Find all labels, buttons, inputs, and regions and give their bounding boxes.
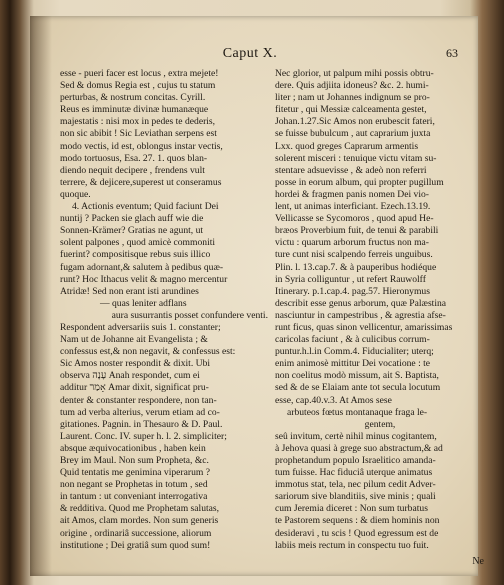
text-line: gitationes. Pagnin. in Thesauro & D. Paul.	[60, 418, 223, 430]
text-line: confessus est,& non negavit, & confessus est:	[60, 346, 236, 358]
text-line: Vellicasse se Sycomoros , quod apud He-	[275, 213, 434, 225]
text-line: dere. Quis adjiita idoneus? &c. 2. humi-	[275, 80, 429, 92]
text-line: runt ficus, quas sinon vellicentur, amarissimas	[275, 321, 453, 333]
text-line: caricolas faciunt , & à culicibus corrum-	[275, 334, 430, 346]
text-line: ait Amos, clam mordes. Non sum generis	[60, 515, 219, 527]
text-line: Sic Amos noster respondit & dixit. Ubi	[60, 358, 211, 370]
text-line: institutione ; Dei gratiâ sum quod sum!	[60, 539, 211, 551]
text-line: nasciuntur in campestribus , & agrestia afse-	[275, 309, 446, 321]
text-line: à Jehova quasi à grege suo abstractum,& ad	[275, 442, 443, 454]
text-line: majestatis : nisi mox in pedes te dederis,	[60, 116, 216, 128]
text-line: describit esse genus arborum, quæ Palæstina	[275, 297, 447, 309]
text-line: fugam adornant,& salutem à pedibus quæ-	[60, 261, 224, 273]
text-line: in Syria colliguntur , ut refert Rauwolff	[275, 273, 426, 285]
chapter-title: Caput X.	[222, 46, 278, 61]
text-line: bræos Proverbium fuit, de tenui & parabili	[275, 225, 439, 237]
right-column	[275, 68, 485, 552]
text-line: immotus stat, tela, nec pilum cedit Adver-	[275, 479, 436, 491]
text-line: lent, ut animas interficiant. Ezech.13.19.	[275, 201, 431, 213]
text-line: Quid tentatis me genimina viperarum ?	[60, 467, 210, 479]
text-line: Nec glorior, ut palpum mihi possis obtru-	[275, 68, 434, 79]
text-line: aura susurrantis posset confundere venti.	[111, 309, 268, 321]
text-line: seû invitum, certè nihil minus cogitantem,	[275, 430, 437, 442]
text-line: terrere, & dejicere,superest ut conseramus	[60, 176, 222, 188]
text-line: modo vectis, id est, oblongus instar vectis,	[60, 140, 223, 152]
spine-shadow	[30, 16, 52, 576]
text-line: cum Jeremia diceret : Non sum turbatus	[275, 503, 428, 515]
text-line: non negant se Prophetas in totum , sed	[60, 479, 208, 491]
catchword: Ne	[472, 556, 484, 567]
text-line: solerent misceri : tenuique victu vitam su-	[275, 152, 437, 164]
text-line: labiis meis rectum in conspectu tuo fuit.	[275, 539, 429, 551]
text-line: Lxx. quod greges Caprarum armentis	[275, 140, 419, 152]
text-line: Nam ut de Johanne ait Evangelista ; &	[60, 334, 208, 346]
text-line: origine , ordinariâ successione, aliorum	[60, 527, 212, 539]
text-line: observa עָנָה Anah respondet, cum ei	[60, 370, 200, 382]
text-line: Plin. l. 13.cap.7. & à pauperibus hodiéque	[275, 261, 437, 273]
text-line: victu : quarum arborum fructus non ma-	[275, 237, 429, 249]
text-line: diendo nequit decipere , frendens vult	[60, 164, 205, 176]
text-line: modo tortuosus, Esa. 27. 1. quos blan-	[60, 152, 208, 164]
text-line: ture cunt nisi scalpendo ferreis unguibus.	[275, 249, 433, 261]
text-line: Brey im Maul. Non sum Propheta, &c.	[60, 455, 209, 466]
text-line: liter ; nam ut Johannes indignum se pro-	[275, 92, 430, 104]
text-line: — quas leniter adflans	[100, 297, 187, 309]
text-line: denter & constanter respondere, non tan-	[60, 394, 217, 406]
text-line: solent palpones , quod amicè commoniti	[60, 237, 216, 249]
text-line: hordei & fragmen panis nomen Dei vio-	[275, 188, 429, 200]
text-line: gentem,	[364, 418, 396, 430]
text-line: quoque.	[60, 188, 91, 200]
text-line: Sonnen-Krämer? Gratias ne agunt, ut	[60, 225, 204, 237]
text-line: sed & de se Elaiam ante tot secula locutum	[275, 382, 441, 394]
text-line: Atridæ! Sed non erant isti arundines	[60, 285, 199, 297]
text-line: non sic abibit ! Sic Leviathan serpens est	[60, 128, 217, 140]
text-line: esse, cap.40.v.3. At Amos sese	[275, 394, 392, 406]
text-line: perturbas, & nostrum concitas. Cyrill.	[60, 92, 206, 104]
text-line: Johan.1.27.Sic Amos non erubescit fateri,	[275, 116, 435, 128]
text-line: 4. Actionis eventum; Quid faciunt Dei	[72, 201, 219, 213]
text-line: absque æquivocationibus , haben kein	[60, 442, 206, 454]
text-line: enim animosè mittitur Dei vocatione : te	[275, 358, 431, 370]
text-line: sariorum sive blanditiis, sive minis ; quali	[275, 491, 436, 503]
text-line: runt? Hoc Ithacus velit & magno mercentur	[60, 273, 228, 285]
text-line: tum fuisse. Hac fiduciâ uterque animatus	[275, 467, 433, 479]
page-header	[60, 46, 458, 64]
text-line: Reus es imminutæ divinæ humanæque	[60, 104, 209, 116]
text-line: esse - pueri facer est locus , extra mejete!	[60, 68, 219, 79]
text-line: se fuisse bubulcum , aut caprarium juxta	[275, 128, 431, 140]
text-line: in tantum : ut conveniant interrogativa	[60, 491, 208, 503]
text-line: Itinerary. p.1.cap.4. pag.57. Hieronymus	[275, 285, 430, 297]
text-line: additur אָמַר Amar dixit, significat pru-	[60, 382, 209, 394]
text-line: nuntij ? Packen sie glach auff wie die	[60, 213, 204, 225]
text-line: & redditiva. Quod me Prophetam salutas,	[60, 503, 220, 515]
text-line: Respondent adversariis suis 1. constanter;	[60, 321, 221, 333]
text-line: non coelitus modò missum, ait S. Baptista,	[275, 370, 439, 382]
text-line: puntur.h.l.in Comm.4. Fiducialiter; uterq;	[275, 346, 434, 358]
left-column	[60, 68, 268, 552]
text-line: arbuteos fœtus montanaque fraga le-	[287, 406, 428, 418]
text-line: stentare adsuevisse , & adeò non referri	[275, 164, 427, 176]
text-line: fuerint? compositisque rebus suis illico	[60, 249, 211, 261]
text-line: Sed & domus Regia est , cujus tu statum	[60, 80, 216, 92]
text-line: fitetur , qui Messiæ calceamenta gestet,	[275, 104, 427, 116]
page-number: 63	[446, 46, 458, 60]
text-line: te Pastorem sequens : & diem hominis non	[275, 515, 440, 527]
text-line: Laurent. Conc. IV. super h. l. 2. simpliciter;	[60, 430, 227, 442]
text-line: posse in eorum album, qui propter pugillum	[275, 176, 444, 188]
text-line: prophetandum populo Israelitico amanda-	[275, 455, 436, 466]
text-line: desideravi , tu scis ! Quod egressum est de	[275, 527, 439, 539]
text-line: tum ad verba alterius, verum etiam ad co-	[60, 406, 220, 418]
